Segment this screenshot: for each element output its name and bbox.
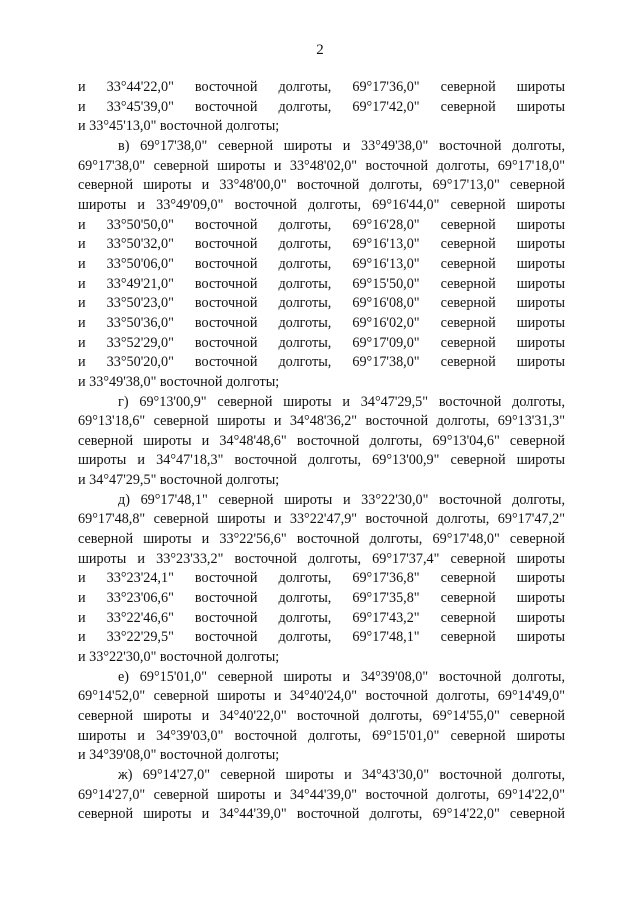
page-number: 2 (316, 42, 324, 58)
text-line: 69°14'52,0" северной широты и 34°40'24,0" восточной долготы, 69°14'49,0" (78, 688, 565, 705)
text-line: и 34°47'29,5" восточной долготы; (78, 472, 280, 489)
text-line: 69°13'18,6" северной широты и 34°48'36,2" восточной долготы, 69°13'31,3" (78, 413, 565, 430)
text-line: и 33°22'46,6" восточной долготы, 69°17'43,2" северной широты (78, 609, 565, 626)
text-line: широты и 33°23'33,2" восточной долготы, 69°17'37,4" северной широты (78, 550, 565, 567)
text-line: и 33°50'23,0" восточной долготы, 69°16'08,0" северной широты (78, 295, 565, 312)
text-line: и 33°49'38,0" восточной долготы; (78, 373, 280, 390)
text-line: и 33°50'06,0" восточной долготы, 69°16'13,0" северной широты (78, 255, 565, 272)
text-line: и 33°50'50,0" восточной долготы, 69°16'28,0" северной широты (78, 216, 565, 233)
text-line: северной широты и 33°48'00,0" восточной долготы, 69°17'13,0" северной (78, 177, 565, 194)
text-line: северной широты и 34°44'39,0" восточной долготы, 69°14'22,0" северной (78, 806, 565, 823)
text-line: и 33°23'06,6" восточной долготы, 69°17'35,8" северной широты (78, 590, 565, 607)
text-line: и 33°44'22,0" восточной долготы, 69°17'36,0" северной широты (78, 79, 565, 95)
text-line: и 33°22'30,0" восточной долготы; (78, 649, 280, 666)
text-line: 69°17'48,8" северной широты и 33°22'47,9" восточной долготы, 69°17'47,2" (78, 511, 565, 528)
text-line: северной широты и 33°22'56,6" восточной долготы, 69°17'48,0" северной (78, 531, 565, 548)
text-line: и 33°45'13,0" восточной долготы; (78, 118, 280, 135)
text-line: и 33°50'32,0" восточной долготы, 69°16'13,0" северной широты (78, 236, 565, 253)
text-line: широты и 34°47'18,3" восточной долготы, 69°13'00,9" северной широты (78, 452, 565, 469)
document-body (78, 78, 565, 825)
text-line: и 33°50'20,0" восточной долготы, 69°17'38,0" северной широты (78, 354, 565, 371)
text-line: д) 69°17'48,1" северной широты и 33°22'30,0" восточной долготы, (118, 491, 565, 508)
text-line: северной широты и 34°48'48,6" восточной долготы, 69°13'04,6" северной (78, 432, 565, 449)
text-line: широты и 34°39'03,0" восточной долготы, 69°15'01,0" северной широты (78, 727, 565, 744)
text-line: и 33°50'36,0" восточной долготы, 69°16'02,0" северной широты (78, 314, 565, 331)
text-line: и 33°52'29,0" восточной долготы, 69°17'09,0" северной широты (78, 334, 565, 351)
text-line: широты и 33°49'09,0" восточной долготы, 69°16'44,0" северной широты (78, 196, 565, 213)
text-line: и 34°39'08,0" восточной долготы; (78, 747, 280, 764)
text-line: и 33°23'24,1" восточной долготы, 69°17'36,8" северной широты (78, 570, 565, 587)
text-line: и 33°49'21,0" восточной долготы, 69°15'50,0" северной широты (78, 275, 565, 292)
text-line: 69°17'38,0" северной широты и 33°48'02,0" восточной долготы, 69°17'18,0" (78, 157, 565, 174)
text-line: ж) 69°14'27,0" северной широты и 34°43'30,0" восточной долготы, (118, 766, 565, 783)
text-line: в) 69°17'38,0" северной широты и 33°49'38,0" восточной долготы, (118, 137, 565, 154)
text-line: и 33°22'29,5" восточной долготы, 69°17'48,1" северной широты (78, 629, 565, 646)
text-line: северной широты и 34°40'22,0" восточной долготы, 69°14'55,0" северной (78, 708, 565, 724)
text-line: г) 69°13'00,9" северной широты и 34°47'29,5" восточной долготы, (118, 393, 565, 410)
text-line: и 33°45'39,0" восточной долготы, 69°17'42,0" северной широты (78, 98, 565, 115)
text-line: 69°14'27,0" северной широты и 34°44'39,0" восточной долготы, 69°14'22,0" (78, 786, 565, 803)
text-line: е) 69°15'01,0" северной широты и 34°39'08,0" восточной долготы, (118, 668, 565, 685)
